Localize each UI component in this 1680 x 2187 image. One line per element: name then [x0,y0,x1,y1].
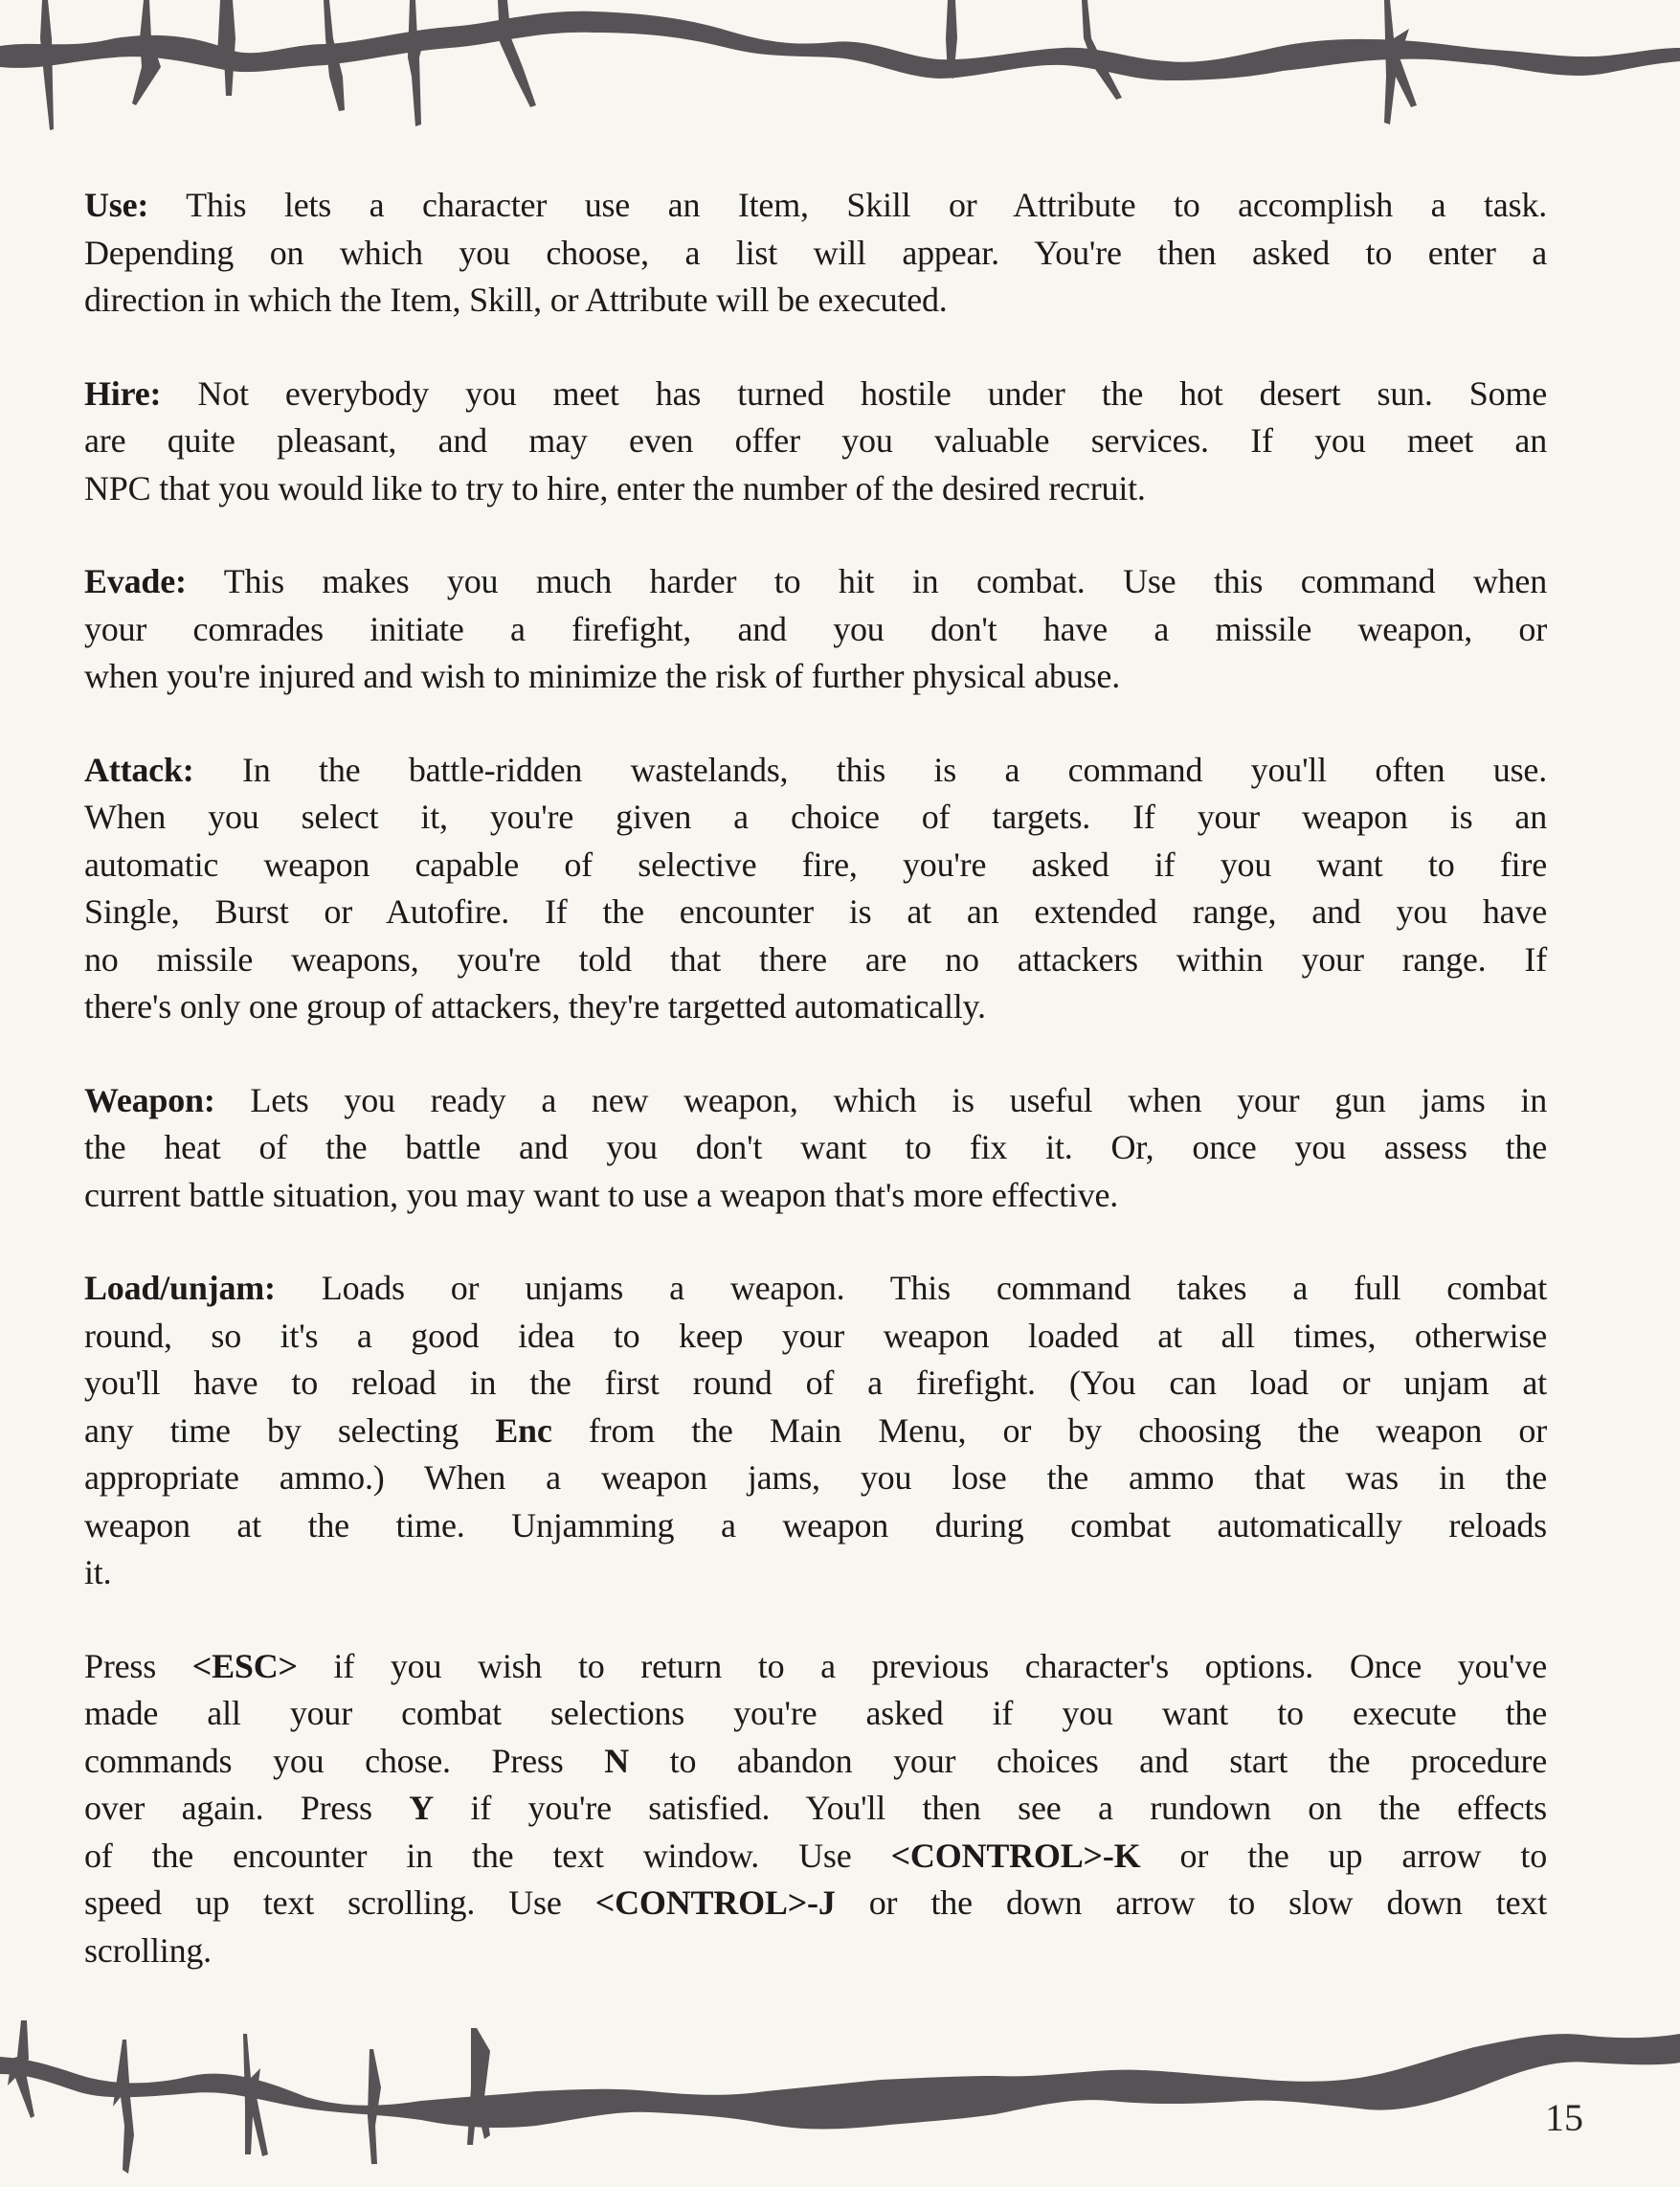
key-n: N [604,1741,629,1780]
key-y: Y [409,1789,435,1827]
section-hire: Hire: Not everybody you meet has turned hostile under the hot desert sun. Some are quite pleasant, and may even offer you valuable services. If you meet an NPC that you would like to try to hire, enter the number of the desired recruit. [84,373,1547,507]
key-esc: <ESC> [191,1646,298,1685]
term-weapon: Weapon: [84,1080,215,1119]
barbed-wire-bottom-decoration [0,2001,1680,2187]
key-control-j: <CONTROL>-J [594,1883,836,1922]
barbed-wire-top-decoration [0,0,1680,144]
term-hire: Hire: [84,373,162,413]
section-attack: Attack: In the battle-ridden wastelands, this is a command you'll often use. When you select it, you're given a choice of targets. If your weapon is an automatic weapon capable of selective fire, you're asked if you want to fire Single, Burst or Autofire. If the encounter is at an extended range, and you have no missile weapons, you're told that there are no attackers within your range. If there's only one group of attackers, they're targetted automatically. [84,750,1547,1026]
section-use: Use: This lets a character use an Item, Skill or Attribute to accomplish a task. Depending on which you choose, a list will appear. You're then asked to enter a direction in which the Item, Skill, or Attribute will be executed. [84,186,1547,319]
section-weapon: Weapon: Lets you ready a new weapon, which is useful when your gun jams in the heat of the battle and you don't want to fix it. Or, once you assess the current battle situation, you may want to use a weapon that's more effective. [84,1080,1547,1214]
term-use: Use: [84,186,149,224]
term-evade: Evade: [84,562,187,600]
term-attack: Attack: [84,750,194,789]
enc-menu-reference: Enc [495,1410,552,1450]
page-number: 15 [1545,2096,1583,2139]
section-closing-instructions: Press <ESC> if you wish to return to a previous character's options. Once you've made all your combat selections you're asked if you want to execute the commands you chose. Press N to abandon your choices and start the procedure over again. Press Y if you're satisfied. You'll then see a rundown on the effects of the encounter in the text window. Use <CONTROL>-K or the up arrow to speed up text scrolling. Use <CONTROL>-J or the down arrow to slow down text scrolling. [84,1646,1548,1970]
term-load-unjam: Load/unjam: [84,1269,276,1307]
section-load-unjam: Load/unjam: Loads or unjams a weapon. This command takes a full combat round, so it's a good idea to keep your weapon loaded at all times, otherwise you'll have to reload in the first round of a firefight. (You can load or unjam at any time by selecting Enc from the Main Menu, or by choosing the weapon or appropriate ammo.) When a weapon jams, you lose the ammo that was in the weapon at the time. Unjamming a weapon during combat automatically reloads it. [84,1269,1547,1591]
key-control-k: <CONTROL>-K [890,1836,1141,1875]
section-evade: Evade: This makes you much harder to hit in combat. Use this command when your comrades initiate a firefight, and you don't have a missile weapon, or when you're injured and wish to minimize the risk of further physical abuse. [84,562,1547,695]
manual-page-content [84,182,1547,1974]
